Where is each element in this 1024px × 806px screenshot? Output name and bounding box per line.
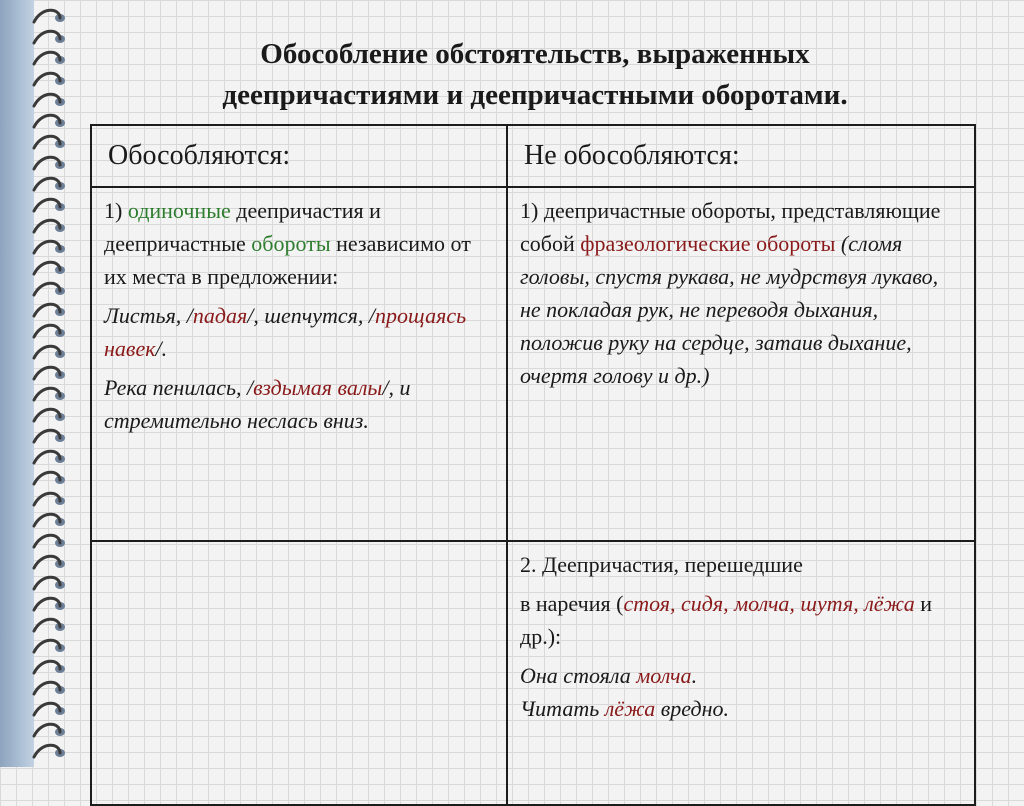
cell-not-isolated-rule-1 bbox=[507, 187, 975, 541]
example-river: Река пенилась, /вздымая валы/, и стремительно неслась вниз. bbox=[104, 375, 411, 433]
highlight-idioms: фразеологические обороты bbox=[580, 231, 836, 256]
rule-text-part: независимо от их места в предложении: bbox=[104, 231, 471, 289]
example-phrase: молча bbox=[636, 663, 692, 688]
title-line-1: Обособление обстоятельств, выраженных bbox=[260, 38, 810, 70]
rules-table bbox=[90, 124, 976, 806]
highlight-single: одиночные bbox=[127, 198, 231, 223]
example-sentences: Она стояла молча. Читать лёжа вредно. bbox=[520, 663, 730, 721]
table-header-row bbox=[91, 125, 975, 187]
header-not-isolated: Не обособляются: bbox=[507, 125, 975, 187]
rule-number: 1) bbox=[104, 198, 123, 223]
adverb-examples: лёжа bbox=[864, 591, 915, 616]
table-row bbox=[91, 187, 975, 541]
rule-text: в наречия (стоя, сидя, молча, шутя, лёжа и др.): bbox=[520, 591, 933, 649]
example-phrase: падая bbox=[192, 303, 248, 328]
title-line-2: деепричастиями и деепричастными оборотами. bbox=[222, 79, 848, 112]
rule-text bbox=[104, 194, 494, 293]
notebook-spine bbox=[0, 0, 34, 767]
example-phrase: лёжа bbox=[604, 696, 656, 721]
spiral-binding bbox=[30, 6, 90, 762]
cell-empty bbox=[91, 541, 507, 805]
example-phrase: прощаясь навек bbox=[104, 303, 467, 361]
header-isolated: Обособляются: bbox=[91, 125, 507, 187]
cell-isolated-rule bbox=[91, 187, 507, 541]
highlight-phrases: обороты bbox=[251, 231, 331, 256]
rule-text-part: деепричастия и деепричастные bbox=[104, 198, 381, 256]
cell-not-isolated-rule-2 bbox=[507, 541, 975, 805]
adverb-examples: стоя, сидя, молча, шутя, bbox=[623, 591, 859, 616]
example-leaves: Листья, /падая/, шепчутся, /прощаясь навек/. bbox=[104, 303, 467, 361]
rule-text: 2. Деепричастия, перешедшие bbox=[520, 552, 803, 577]
idiom-examples: (сломя головы, спустя рукава, не мудрствуя лукаво, не покладая рук, не переводя дыхания, положив руку на сердце, затаив дыхание, очертя голову и др.) bbox=[520, 231, 939, 388]
rule-text: 1) деепричастные обороты, представляющие собой фразеологические обороты (сломя головы, спустя рукава, не мудрствуя лукаво, не покладая рук, не переводя дыхания, положив руку на сердце, затаив дыхание, очертя голову и др.) bbox=[520, 198, 941, 388]
example-phrase: вздымая валы bbox=[253, 375, 383, 400]
table-row bbox=[91, 541, 975, 805]
page-title bbox=[90, 34, 980, 116]
